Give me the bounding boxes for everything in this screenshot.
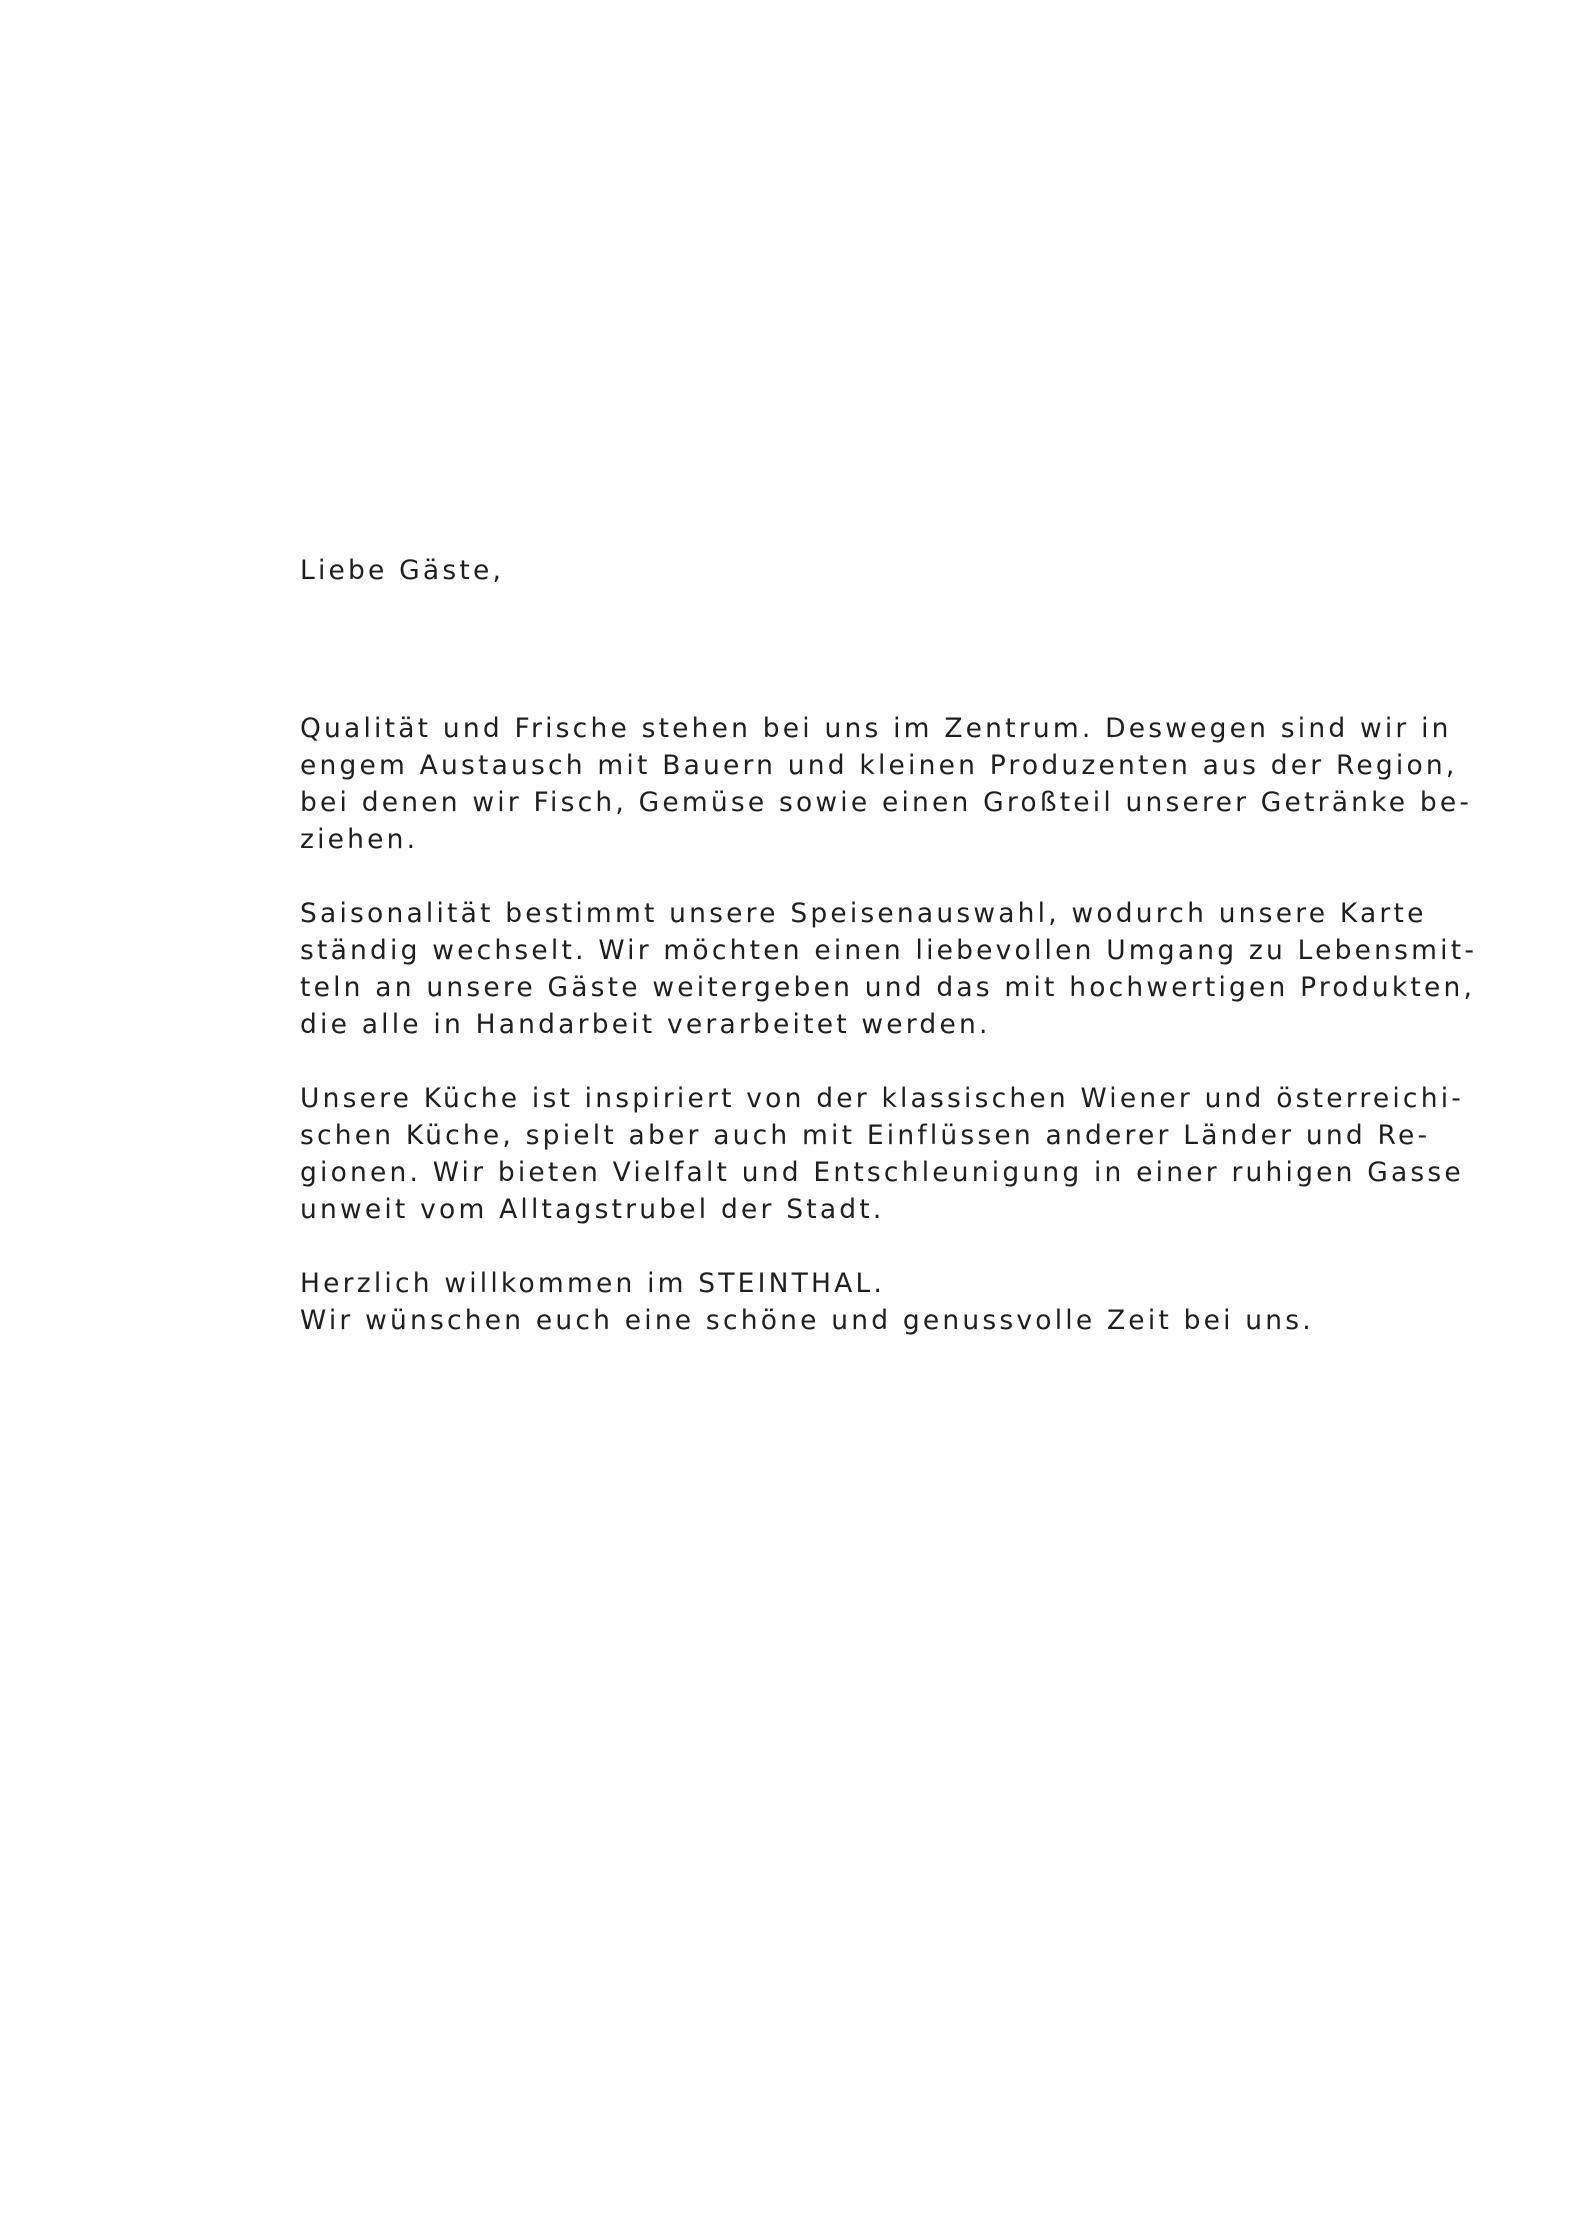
text-line: Qualität und Frische stehen bei uns im Zentrum. Deswegen sind wir in: [300, 713, 1452, 744]
paragraph-cuisine: [300, 1080, 1465, 1228]
text-line: gionen. Wir bieten Vielfalt und Entschleunigung in einer ruhigen Gasse: [300, 1157, 1464, 1188]
letter-closing: [300, 1265, 1460, 1339]
letter-greeting: [300, 552, 1460, 589]
welcome-letter: [300, 552, 1478, 1339]
greeting-line: Liebe Gäste,: [300, 555, 505, 586]
closing-line: Wir wünschen euch eine schöne und genussvolle Zeit bei uns.: [300, 1305, 1314, 1336]
text-line: ziehen.: [300, 824, 419, 855]
closing-line: Herzlich willkommen im STEINTHAL.: [300, 1268, 886, 1299]
text-line: schen Küche, spielt aber auch mit Einflüssen anderer Länder und Re-: [300, 1120, 1431, 1151]
text-line: Saisonalität bestimmt unsere Speisenauswahl, wodurch unsere Karte: [300, 898, 1427, 929]
text-line: unweit vom Alltagstrubel der Stadt.: [300, 1194, 885, 1225]
text-line: Unsere Küche ist inspiriert von der klassischen Wiener und österreichi-: [300, 1083, 1465, 1114]
text-line: bei denen wir Fisch, Gemüse sowie einen Großteil unserer Getränke be-: [300, 787, 1473, 818]
text-line: ständig wechselt. Wir möchten einen liebevollen Umgang zu Lebensmit-: [300, 935, 1478, 966]
text-line: teln an unsere Gäste weitergeben und das mit hochwertigen Produkten,: [300, 972, 1476, 1003]
paragraph-quality: [300, 710, 1473, 858]
text-line: engem Austausch mit Bauern und kleinen Produzenten aus der Region,: [300, 750, 1458, 781]
text-line: die alle in Handarbeit verarbeitet werden.: [300, 1009, 991, 1040]
paragraph-seasonality: [300, 895, 1478, 1043]
